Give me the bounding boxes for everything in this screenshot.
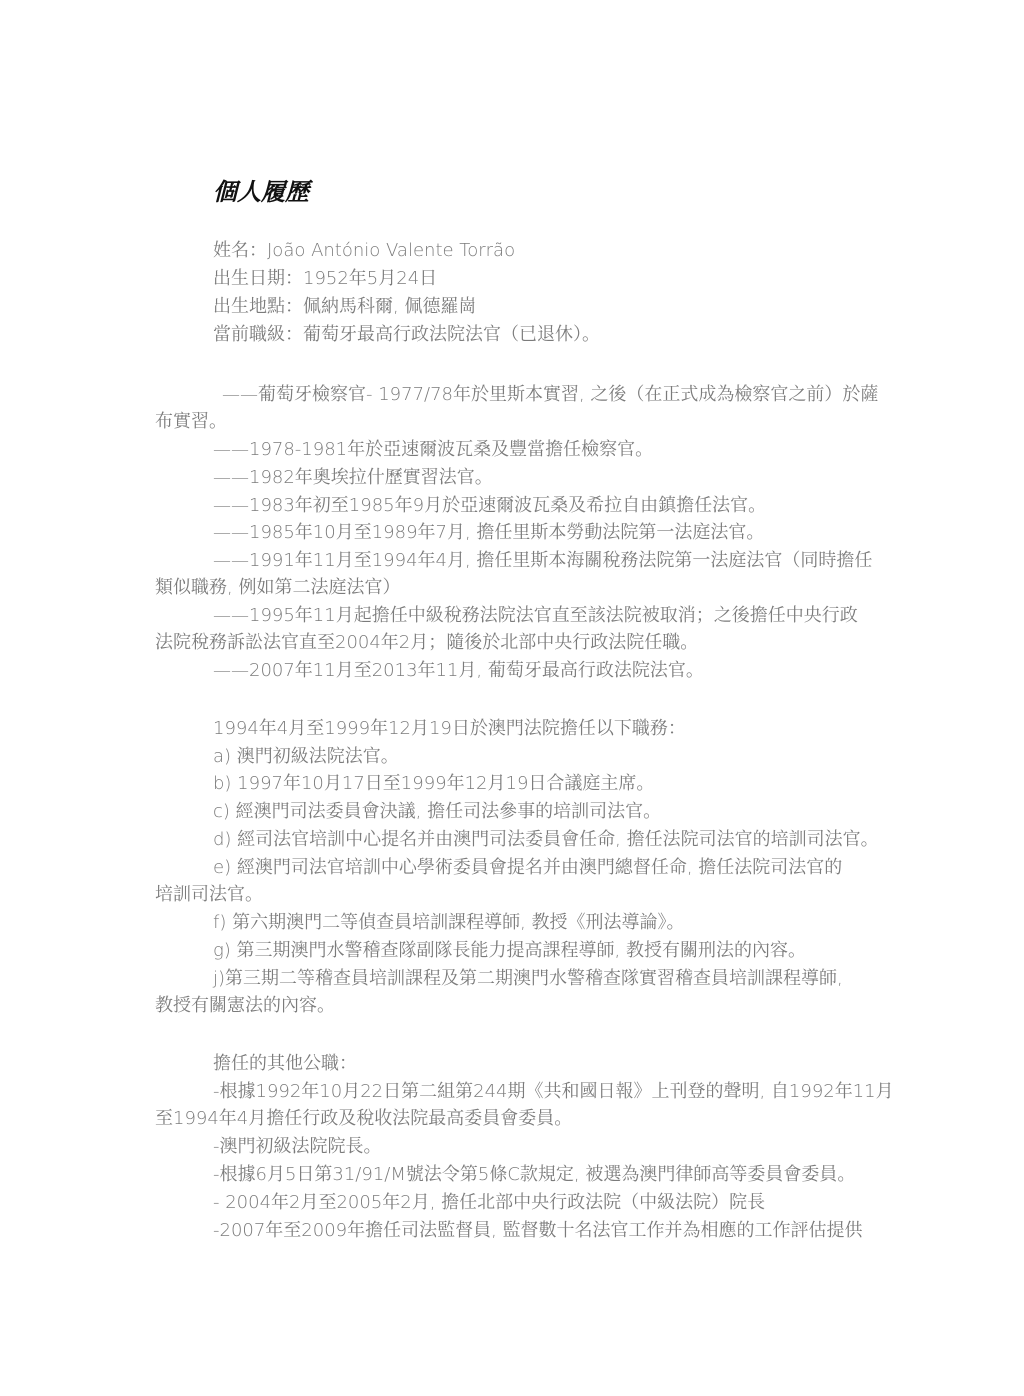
page-title: 個人履歷 xyxy=(213,178,309,206)
public-line: -根據6月5日第31/91/M號法令第5條C款規定, 被選為澳門律師高等委員會委員。 xyxy=(213,1164,856,1185)
career-line: 布實習。 xyxy=(155,411,227,432)
macau-line: f) 第六期澳門二等偵查員培訓課程導師, 教授《刑法導論》。 xyxy=(213,912,685,933)
career-line: ——1978-1981年於亞速爾波瓦桑及豐當擔任檢察官。 xyxy=(213,439,654,460)
public-line: -根據1992年10月22日第二組第244期《共和國日報》上刊登的聲明, 自1992年11月 xyxy=(213,1081,894,1102)
personal-rank: 當前職級：葡萄牙最高行政法院法官（已退休）。 xyxy=(213,324,600,345)
public-line: -澳門初級法院院長。 xyxy=(213,1136,382,1157)
public-line: -2007年至2009年擔任司法監督員, 監督數十名法官工作并為相應的工作評估提供 xyxy=(213,1220,863,1241)
macau-line: 培訓司法官。 xyxy=(155,884,263,905)
career-line: ——1983年初至1985年9月於亞速爾波瓦桑及希拉自由鎮擔任法官。 xyxy=(213,495,767,516)
career-line: ——1991年11月至1994年4月, 擔任里斯本海關稅務法院第一法庭法官（同時擔任 xyxy=(213,550,873,571)
career-line: ——1995年11月起擔任中級稅務法院法官直至該法院被取消；之後擔任中央行政 xyxy=(213,605,858,626)
personal-birthdate: 出生日期：1952年5月24日 xyxy=(213,268,438,289)
career-line: ——2007年11月至2013年11月, 葡萄牙最高行政法院法官。 xyxy=(213,660,704,681)
macau-line: e) 經澳門司法官培訓中心學術委員會提名并由澳門總督任命, 擔任法院司法官的 xyxy=(213,857,843,878)
career-line: ——1985年10月至1989年7月, 擔任里斯本勞動法院第一法庭法官。 xyxy=(213,522,765,543)
macau-line: d) 經司法官培訓中心提名并由澳門司法委員會任命, 擔任法院司法官的培訓司法官。 xyxy=(213,829,879,850)
macau-line: j)第三期二等稽查員培訓課程及第二期澳門水警稽查隊實習稽查員培訓課程導師, xyxy=(213,968,843,989)
public-heading: 擔任的其他公職： xyxy=(213,1053,357,1074)
macau-line: c) 經澳門司法委員會決議, 擔任司法參事的培訓司法官。 xyxy=(213,801,662,822)
public-line: - 2004年2月至2005年2月, 擔任北部中央行政法院（中級法院）院長 xyxy=(213,1192,766,1213)
career-line: 法院稅務訴訟法官直至2004年2月；隨後於北部中央行政法院任職。 xyxy=(155,632,699,653)
career-line: ——1982年奧埃拉什歷實習法官。 xyxy=(213,467,493,488)
public-line: 至1994年4月擔任行政及稅收法院最高委員會委員。 xyxy=(155,1108,573,1129)
macau-line: b) 1997年10月17日至1999年12月19日合議庭主席。 xyxy=(213,773,655,794)
career-line: 類似職務, 例如第二法庭法官） xyxy=(155,577,401,598)
personal-birthplace: 出生地點：佩納馬科爾, 佩德羅崗 xyxy=(213,296,477,317)
macau-line: 教授有關憲法的內容。 xyxy=(155,995,335,1016)
macau-line: a) 澳門初級法院法官。 xyxy=(213,746,399,767)
macau-line: g) 第三期澳門水警稽查隊副隊長能力提高課程導師, 教授有關刑法的內容。 xyxy=(213,940,806,961)
personal-name: 姓名：João António Valente Torrão xyxy=(213,240,516,261)
career-line: ——葡萄牙檢察官- 1977/78年於里斯本實習, 之後（在正式成為檢察官之前）於薩 xyxy=(222,384,879,405)
macau-heading: 1994年4月至1999年12月19日於澳門法院擔任以下職務： xyxy=(213,718,686,739)
